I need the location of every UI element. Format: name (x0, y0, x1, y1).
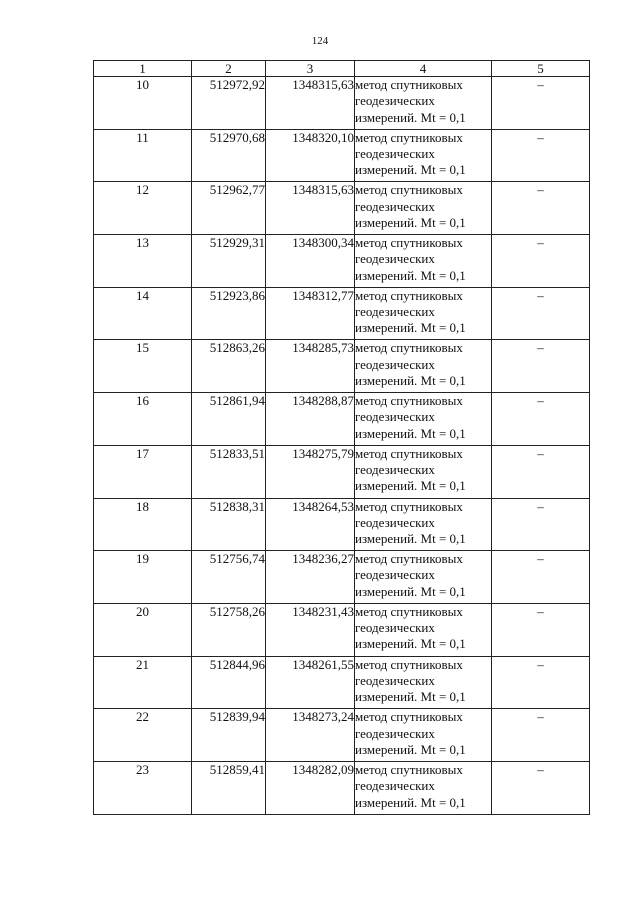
table-row (94, 761, 590, 814)
method-cell (355, 603, 492, 656)
method-cell (355, 445, 492, 498)
method-text-line: метод спутниковых (355, 129, 463, 145)
method-text-line: измерений. Mt = 0,1 (355, 109, 466, 125)
note-dash: – (492, 551, 590, 604)
method-text-line: метод спутниковых (355, 340, 463, 356)
coordinate-y: 1348236,27 (266, 551, 355, 604)
coordinate-y: 1348231,43 (266, 603, 355, 656)
table-row (94, 182, 590, 235)
table-row (94, 393, 590, 446)
method-cell (355, 287, 492, 340)
method-cell (355, 77, 492, 130)
method-text-line: геодезических (355, 462, 435, 478)
method-text-line: метод спутниковых (355, 656, 463, 672)
coordinate-y: 1348282,09 (266, 761, 355, 814)
coordinate-y: 1348320,10 (266, 129, 355, 182)
table-row (94, 498, 590, 551)
method-cell (355, 393, 492, 446)
method-text-line: метод спутниковых (355, 287, 463, 303)
coordinate-x: 512962,77 (192, 182, 266, 235)
note-dash: – (492, 445, 590, 498)
method-cell (355, 235, 492, 288)
coordinate-x: 512839,94 (192, 709, 266, 762)
point-number: 22 (94, 709, 192, 762)
note-dash: – (492, 761, 590, 814)
method-text-line: измерений. Mt = 0,1 (355, 689, 466, 705)
coordinate-y: 1348315,63 (266, 182, 355, 235)
table-row (94, 287, 590, 340)
method-text-line: измерений. Mt = 0,1 (355, 741, 466, 757)
method-text-line: геодезических (355, 514, 435, 530)
point-number: 16 (94, 393, 192, 446)
method-cell (355, 129, 492, 182)
coordinate-x: 512972,92 (192, 77, 266, 130)
table-row (94, 603, 590, 656)
method-text-line: метод спутниковых (355, 709, 463, 725)
column-header-5: 5 (492, 61, 590, 77)
coordinate-x: 512756,74 (192, 551, 266, 604)
page-number: 124 (311, 35, 329, 47)
note-dash: – (492, 287, 590, 340)
point-number: 15 (94, 340, 192, 393)
note-dash: – (492, 235, 590, 288)
coordinate-y: 1348285,73 (266, 340, 355, 393)
point-number: 23 (94, 761, 192, 814)
point-number: 19 (94, 551, 192, 604)
method-text-line: геодезических (355, 145, 435, 161)
point-number: 13 (94, 235, 192, 288)
method-text-line: метод спутниковых (355, 235, 463, 251)
method-text-line: измерений. Mt = 0,1 (355, 478, 466, 494)
method-text-line: геодезических (355, 409, 435, 425)
method-text-line: измерений. Mt = 0,1 (355, 162, 466, 178)
point-number: 20 (94, 603, 192, 656)
method-cell (355, 761, 492, 814)
method-text-line: измерений. Mt = 0,1 (355, 267, 466, 283)
coordinate-y: 1348300,34 (266, 235, 355, 288)
coordinate-x: 512923,86 (192, 287, 266, 340)
method-cell (355, 182, 492, 235)
column-header-1: 1 (94, 61, 192, 77)
point-number: 11 (94, 129, 192, 182)
method-text-line: геодезических (355, 251, 435, 267)
column-header-4: 4 (355, 61, 492, 77)
method-text-line: измерений. Mt = 0,1 (355, 214, 466, 230)
table-header-row (94, 61, 590, 77)
table-row (94, 656, 590, 709)
coordinate-x: 512758,26 (192, 603, 266, 656)
coordinate-x: 512863,26 (192, 340, 266, 393)
method-cell (355, 551, 492, 604)
column-header-3: 3 (266, 61, 355, 77)
table-row (94, 235, 590, 288)
note-dash: – (492, 498, 590, 551)
method-text-line: метод спутниковых (355, 603, 463, 619)
method-text-line: метод спутниковых (355, 445, 463, 461)
coordinate-x: 512838,31 (192, 498, 266, 551)
point-number: 10 (94, 77, 192, 130)
method-text-line: метод спутниковых (355, 761, 463, 777)
coordinate-x: 512833,51 (192, 445, 266, 498)
note-dash: – (492, 340, 590, 393)
coordinate-y: 1348315,63 (266, 77, 355, 130)
method-text-line: геодезических (355, 93, 435, 109)
note-dash: – (492, 709, 590, 762)
note-dash: – (492, 656, 590, 709)
method-text-line: метод спутниковых (355, 182, 463, 198)
note-dash: – (492, 182, 590, 235)
method-text-line: измерений. Mt = 0,1 (355, 373, 466, 389)
note-dash: – (492, 77, 590, 130)
table-row (94, 709, 590, 762)
coordinate-x: 512861,94 (192, 393, 266, 446)
method-text-line: метод спутниковых (355, 393, 463, 409)
method-text-line: геодезических (355, 567, 435, 583)
point-number: 14 (94, 287, 192, 340)
table-row (94, 77, 590, 130)
column-header-2: 2 (192, 61, 266, 77)
method-text-line: измерений. Mt = 0,1 (355, 320, 466, 336)
method-cell (355, 656, 492, 709)
method-text-line: измерений. Mt = 0,1 (355, 636, 466, 652)
coordinate-x: 512844,96 (192, 656, 266, 709)
method-text-line: геодезических (355, 725, 435, 741)
table-row (94, 340, 590, 393)
coordinate-y: 1348264,53 (266, 498, 355, 551)
method-cell (355, 709, 492, 762)
coordinate-y: 1348261,55 (266, 656, 355, 709)
table-row (94, 445, 590, 498)
coordinate-x: 512970,68 (192, 129, 266, 182)
method-text-line: геодезических (355, 620, 435, 636)
method-text-line: геодезических (355, 304, 435, 320)
point-number: 21 (94, 656, 192, 709)
table-row (94, 551, 590, 604)
table-body (94, 77, 590, 815)
method-text-line: геодезических (355, 778, 435, 794)
point-number: 17 (94, 445, 192, 498)
method-cell (355, 340, 492, 393)
coordinate-y: 1348288,87 (266, 393, 355, 446)
method-text-line: метод спутниковых (355, 551, 463, 567)
note-dash: – (492, 603, 590, 656)
table-row (94, 129, 590, 182)
method-text-line: измерений. Mt = 0,1 (355, 531, 466, 547)
method-text-line: метод спутниковых (355, 77, 463, 92)
coordinate-x: 512929,31 (192, 235, 266, 288)
point-number: 12 (94, 182, 192, 235)
method-text-line: геодезических (355, 672, 435, 688)
point-number: 18 (94, 498, 192, 551)
coordinate-y: 1348273,24 (266, 709, 355, 762)
method-cell (355, 498, 492, 551)
method-text-line: измерений. Mt = 0,1 (355, 425, 466, 441)
method-text-line: геодезических (355, 198, 435, 214)
method-text-line: измерений. Mt = 0,1 (355, 583, 466, 599)
note-dash: – (492, 129, 590, 182)
coordinate-y: 1348275,79 (266, 445, 355, 498)
method-text-line: геодезических (355, 356, 435, 372)
method-text-line: метод спутниковых (355, 498, 463, 514)
coordinate-y: 1348312,77 (266, 287, 355, 340)
note-dash: – (492, 393, 590, 446)
coordinates-table (93, 60, 590, 815)
method-text-line: измерений. Mt = 0,1 (355, 794, 466, 810)
coordinate-x: 512859,41 (192, 761, 266, 814)
